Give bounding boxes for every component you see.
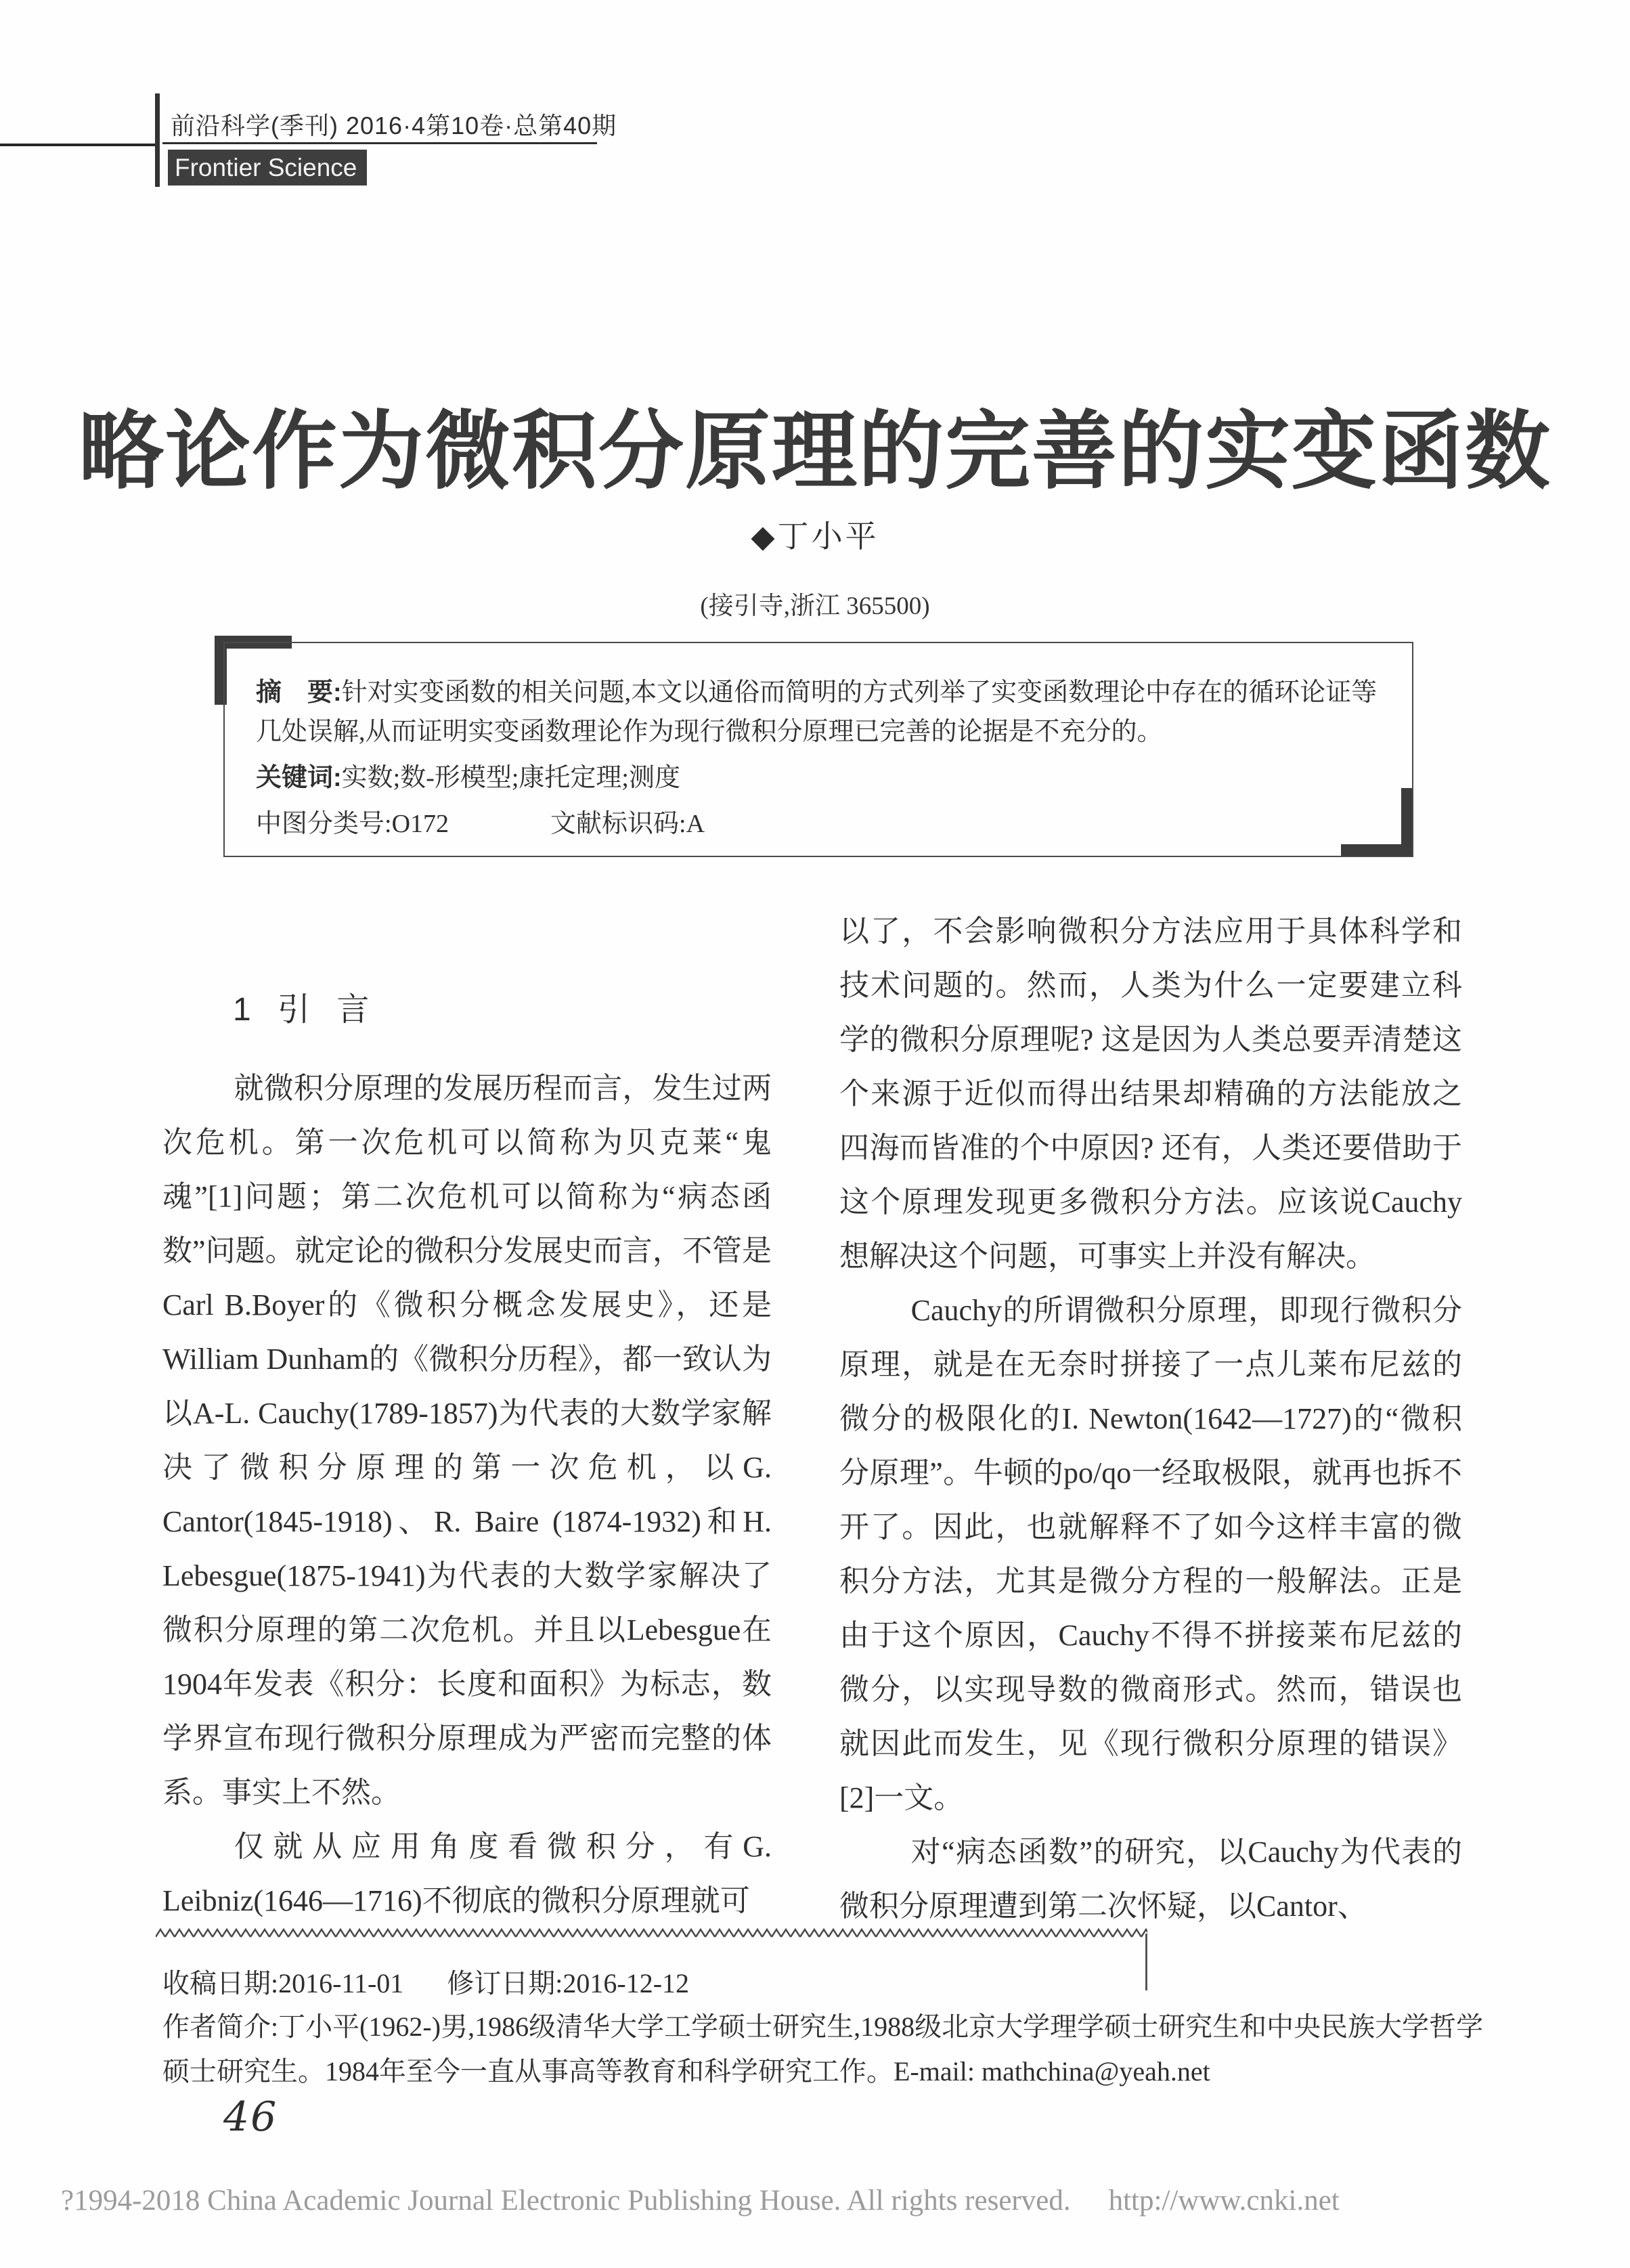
abstract-text: 针对实变函数的相关问题,本文以通俗而简明的方式列举了实变函数理论中存在的循环论证等几处误解,从而证明实变函数理论作为现行微积分原理已完善的论据是不充分的。 <box>256 678 1378 746</box>
doc-code-value: A <box>686 810 705 838</box>
keywords-label: 关键词: <box>256 764 342 792</box>
journal-en-badge: Frontier Science <box>168 150 367 186</box>
keywords-text: 实数;数-形模型;康托定理;测度 <box>341 764 680 792</box>
journal-title: 前沿科学(季刊) 2016·4第10卷·总第40期 <box>171 112 617 139</box>
footnote-dates-line <box>162 1962 689 2001</box>
abstract-paragraph <box>256 673 1381 751</box>
revised-date: 修订日期:2016-12-12 <box>447 1968 690 1999</box>
author-bio-line-2: 硕士研究生。1984年至今一直从事高等教育和科学研究工作。E-mail: mathchina@yeah.net <box>162 2056 1210 2087</box>
abstract-label: 摘 要: <box>256 678 342 707</box>
left-paragraph-1: 就微积分原理的发展历程而言，发生过两次危机。第一次危机可以简称为贝克莱“鬼魂”[1]问题；第二次危机可以简称为“病态函数”问题。就定论的微积分发展史而言，不管是Carl B.Boyer的《微积分概念发展史》，还是William Dunham的《微积分历程》，都一致认为以A-L. Cauchy(1789-1857)为代表的大数学家解决了微积分原理的第一次危机，以G. Cantor(1845-1918)、R. Baire (1874-1932)和H. Lebesgue(1875-1941)为代表的大数学家解决了微积分原理的第二次危机。并且以Lebesgue在1904年发表《积分：长度和面积》为标志，数学界宣布现行微积分原理成为严密而完整的体系。事实上不然。 <box>162 1072 772 1809</box>
copyright-text: ?1994-2018 China Academic Journal Electronic Publishing House. All rights reserved. <box>61 2185 1071 2217</box>
right-paragraph-3: 对“病态函数”的研究，以Cauchy为代表的微积分原理遭到第二次怀疑，以Cantor、 <box>839 1835 1462 1923</box>
copyright-line <box>61 2184 1340 2217</box>
footnote-zigzag-divider <box>156 1928 1147 1939</box>
section-heading-introduction: 1 引 言 <box>233 992 371 1028</box>
article-affiliation: (接引寺,浙江 365500) <box>700 592 930 620</box>
abstract-box <box>223 642 1413 857</box>
clc-value: O172 <box>391 810 449 838</box>
left-paragraph-2: 仅就从应用角度看微积分，有G. Leibniz(1646—1716)不彻底的微积分原理就可 <box>162 1830 772 1917</box>
classification-line <box>256 804 1381 844</box>
clc-label: 中图分类号: <box>256 810 392 838</box>
author-bio-line-1: 作者简介:丁小平(1962-)男,1986级清华大学工学硕士研究生,1988级北京大学理学硕士研究生和中央民族大学哲学 <box>162 2011 1484 2042</box>
received-date: 收稿日期:2016-11-01 <box>162 1968 404 1999</box>
copyright-url: http://www.cnki.net <box>1108 2185 1340 2217</box>
page-number: 46 <box>223 2093 278 2141</box>
right-column <box>839 904 1462 1934</box>
right-paragraph-2: Cauchy的所谓微积分原理，即现行微积分原理，就是在无奈时拼接了一点儿莱布尼兹的微分的极限化的I. Newton(1642—1727)的“微积分原理”。牛顿的po/qo一经取极限，就再也拆不开了。因此，也就解释不了如今这样丰富的微积分方法，尤其是微分方程的一般解法。正是由于这个原因，Cauchy不得不拼接莱布尼兹的微分，以实现导数的微商形式。然而，错误也就因此而发生，见《现行微积分原理的错误》[2]一文。 <box>839 1294 1462 1814</box>
left-column <box>162 983 772 1928</box>
right-paragraph-1: 以了，不会影响微积分方法应用于具体科学和技术问题的。然而，人类为什么一定要建立科学的微积分原理呢? 这是因为人类总要弄清楚这个来源于近似而得出结果却精确的方法能放之四海而皆准的个中原因? 还有，人类还要借助于这个原理发现更多微积分方法。应该说Cauchy想解决这个问题，可事实上并没有解决。 <box>839 915 1462 1273</box>
article-author: ◆丁小平 <box>751 519 879 554</box>
footnote-divider-end-tick <box>1145 1934 1147 1990</box>
doc-code-label: 文献标识码: <box>550 810 686 838</box>
header-vertical-bar <box>155 93 160 187</box>
article-title: 略论作为微积分原理的完善的实变函数 <box>79 404 1551 499</box>
header-left-rule <box>0 144 157 146</box>
journal-title-underline <box>162 142 597 144</box>
keywords-line <box>256 758 1381 798</box>
